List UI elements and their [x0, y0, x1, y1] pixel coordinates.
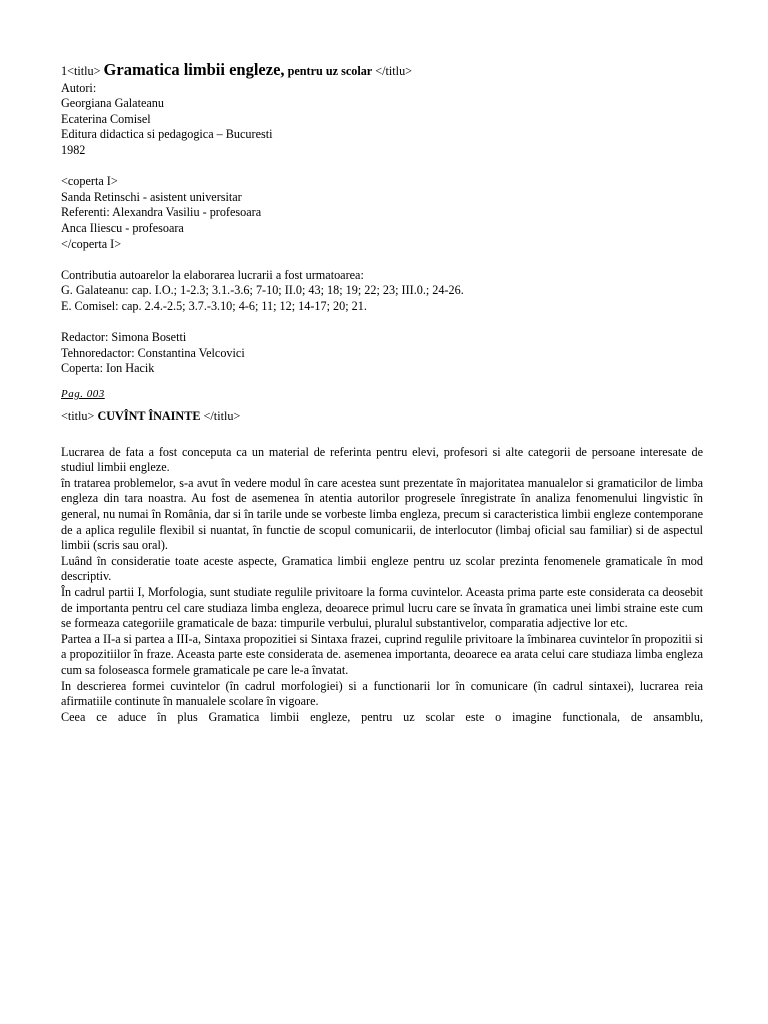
author-name: Georgiana Galateanu — [61, 96, 164, 111]
foreword-paragraph: Lucrarea de fata a fost conceputa ca un material de referinta pentru elevi, profesori si alte categorii de persoane interesate de studiul limbii engleze. — [61, 444, 703, 475]
contribution-line: G. Galateanu: cap. I.O.; 1-2.3; 3.1.-3.6; 7-10; II.0; 43; 18; 19; 22; 23; III.0.; 24-26. — [61, 283, 464, 298]
foreword-paragraph: în tratarea problemelor, s-a avut în vedere modul în care acestea sunt prezentate în majoritatea manualelor si gramaticilor de limba engleza din tara noastra. Au fost de asemenea în atentia autorilor progresele înregistrate în analiza fenomenului lingvistic în general, nu numai în România, dar si în tarile unde se vorbeste limba engleza, precum si caracteristica limbii engleze contemporane de a aplica regulile flexibil si nuantat, în functie de scopul comunicarii, de interlocutor (limbaj oficial sau familiar) si de aspectul limbii (scris sau oral). — [61, 475, 703, 553]
staff-line: Tehnoredactor: Constantina Velcovici — [61, 345, 245, 360]
cover-line: Referenti: Alexandra Vasiliu - profesoara — [61, 205, 262, 220]
heading-close-tag: </titlu> — [203, 409, 241, 424]
page-marker: Pag. 003 — [61, 387, 105, 400]
authors-label: Autori: — [61, 80, 97, 95]
contribution-line: E. Comisel: cap. 2.4.-2.5; 3.7.-3.10; 4-6; 11; 12; 14-17; 20; 21. — [61, 298, 367, 313]
foreword-paragraph: Ceea ce aduce în plus Gramatica limbii engleze, pentru uz scolar este o imagine functionala, de ansamblu, — [61, 709, 703, 724]
book-subtitle: pentru uz scolar — [287, 64, 373, 78]
title-close-tag: </titlu> — [375, 64, 413, 78]
document-page — [61, 62, 703, 725]
staff-line: Coperta: Ion Hacik — [61, 361, 155, 376]
cover-line: Anca Iliescu - profesoara — [61, 220, 184, 235]
foreword-paragraph: În cadrul partii I, Morfologia, sunt studiate regulile privitoare la forma cuvintelor. Aceasta prima parte este considerata ca deosebit de importanta pentru cel care studiaza limba engleza, deoarece primul lucru care se învata în gramatica unei limbi straine este cum se formeaza categoriile gramaticale de baza: timpurile verbului, pluralul substantivelor, comparatia adjective lor etc. — [61, 585, 703, 631]
foreword-paragraph: In descrierea formei cuvintelor (în cadrul morfologiei) si a functionarii lor în comunicare (în cadrul sintaxei), lucrarea reia afirmatiile continute în manualele scolare în vigoare. — [61, 678, 703, 709]
contribution-intro: Contributia autoarelor la elaborarea lucrarii a fost urmatoarea: — [61, 267, 364, 282]
author-name: Ecaterina Comisel — [61, 111, 151, 126]
staff-line: Redactor: Simona Bosetti — [61, 330, 187, 345]
foreword-paragraph: Luând în consideratie toate aceste aspecte, Gramatica limbii engleze pentru uz scolar prezinta fenomenele gramaticale în mod descriptiv. — [61, 553, 703, 584]
foreword-heading — [61, 409, 703, 425]
heading-open-tag: <titlu> — [61, 409, 95, 424]
foreword-title: CUVÎNT ÎNAINTE — [97, 409, 201, 424]
book-title: Gramatica limbii engleze, — [103, 60, 285, 79]
cover-open-tag: <coperta I> — [61, 174, 118, 189]
title-open-tag: <titlu> — [67, 64, 101, 78]
publisher: Editura didactica si pedagogica – Bucuresti — [61, 127, 273, 142]
publication-year: 1982 — [61, 142, 86, 157]
cover-close-tag: </coperta I> — [61, 236, 122, 251]
book-number: 1 — [61, 64, 68, 78]
cover-line: Sanda Retinschi - asistent universitar — [61, 189, 242, 204]
book-title-line — [61, 62, 703, 80]
foreword-paragraph: Partea a II-a si partea a III-a, Sintaxa propozitiei si Sintaxa frazei, cuprind regulile privitoare la îmbinarea cuvintelor în propozitii si a propozitiilor în fraze. Aceasta parte este considerata de. asemenea importanta, deoarece ea arata celui care studiaza limba engleza cum sa foloseasca formele gramaticale pe care le-a învatat. — [61, 631, 703, 677]
